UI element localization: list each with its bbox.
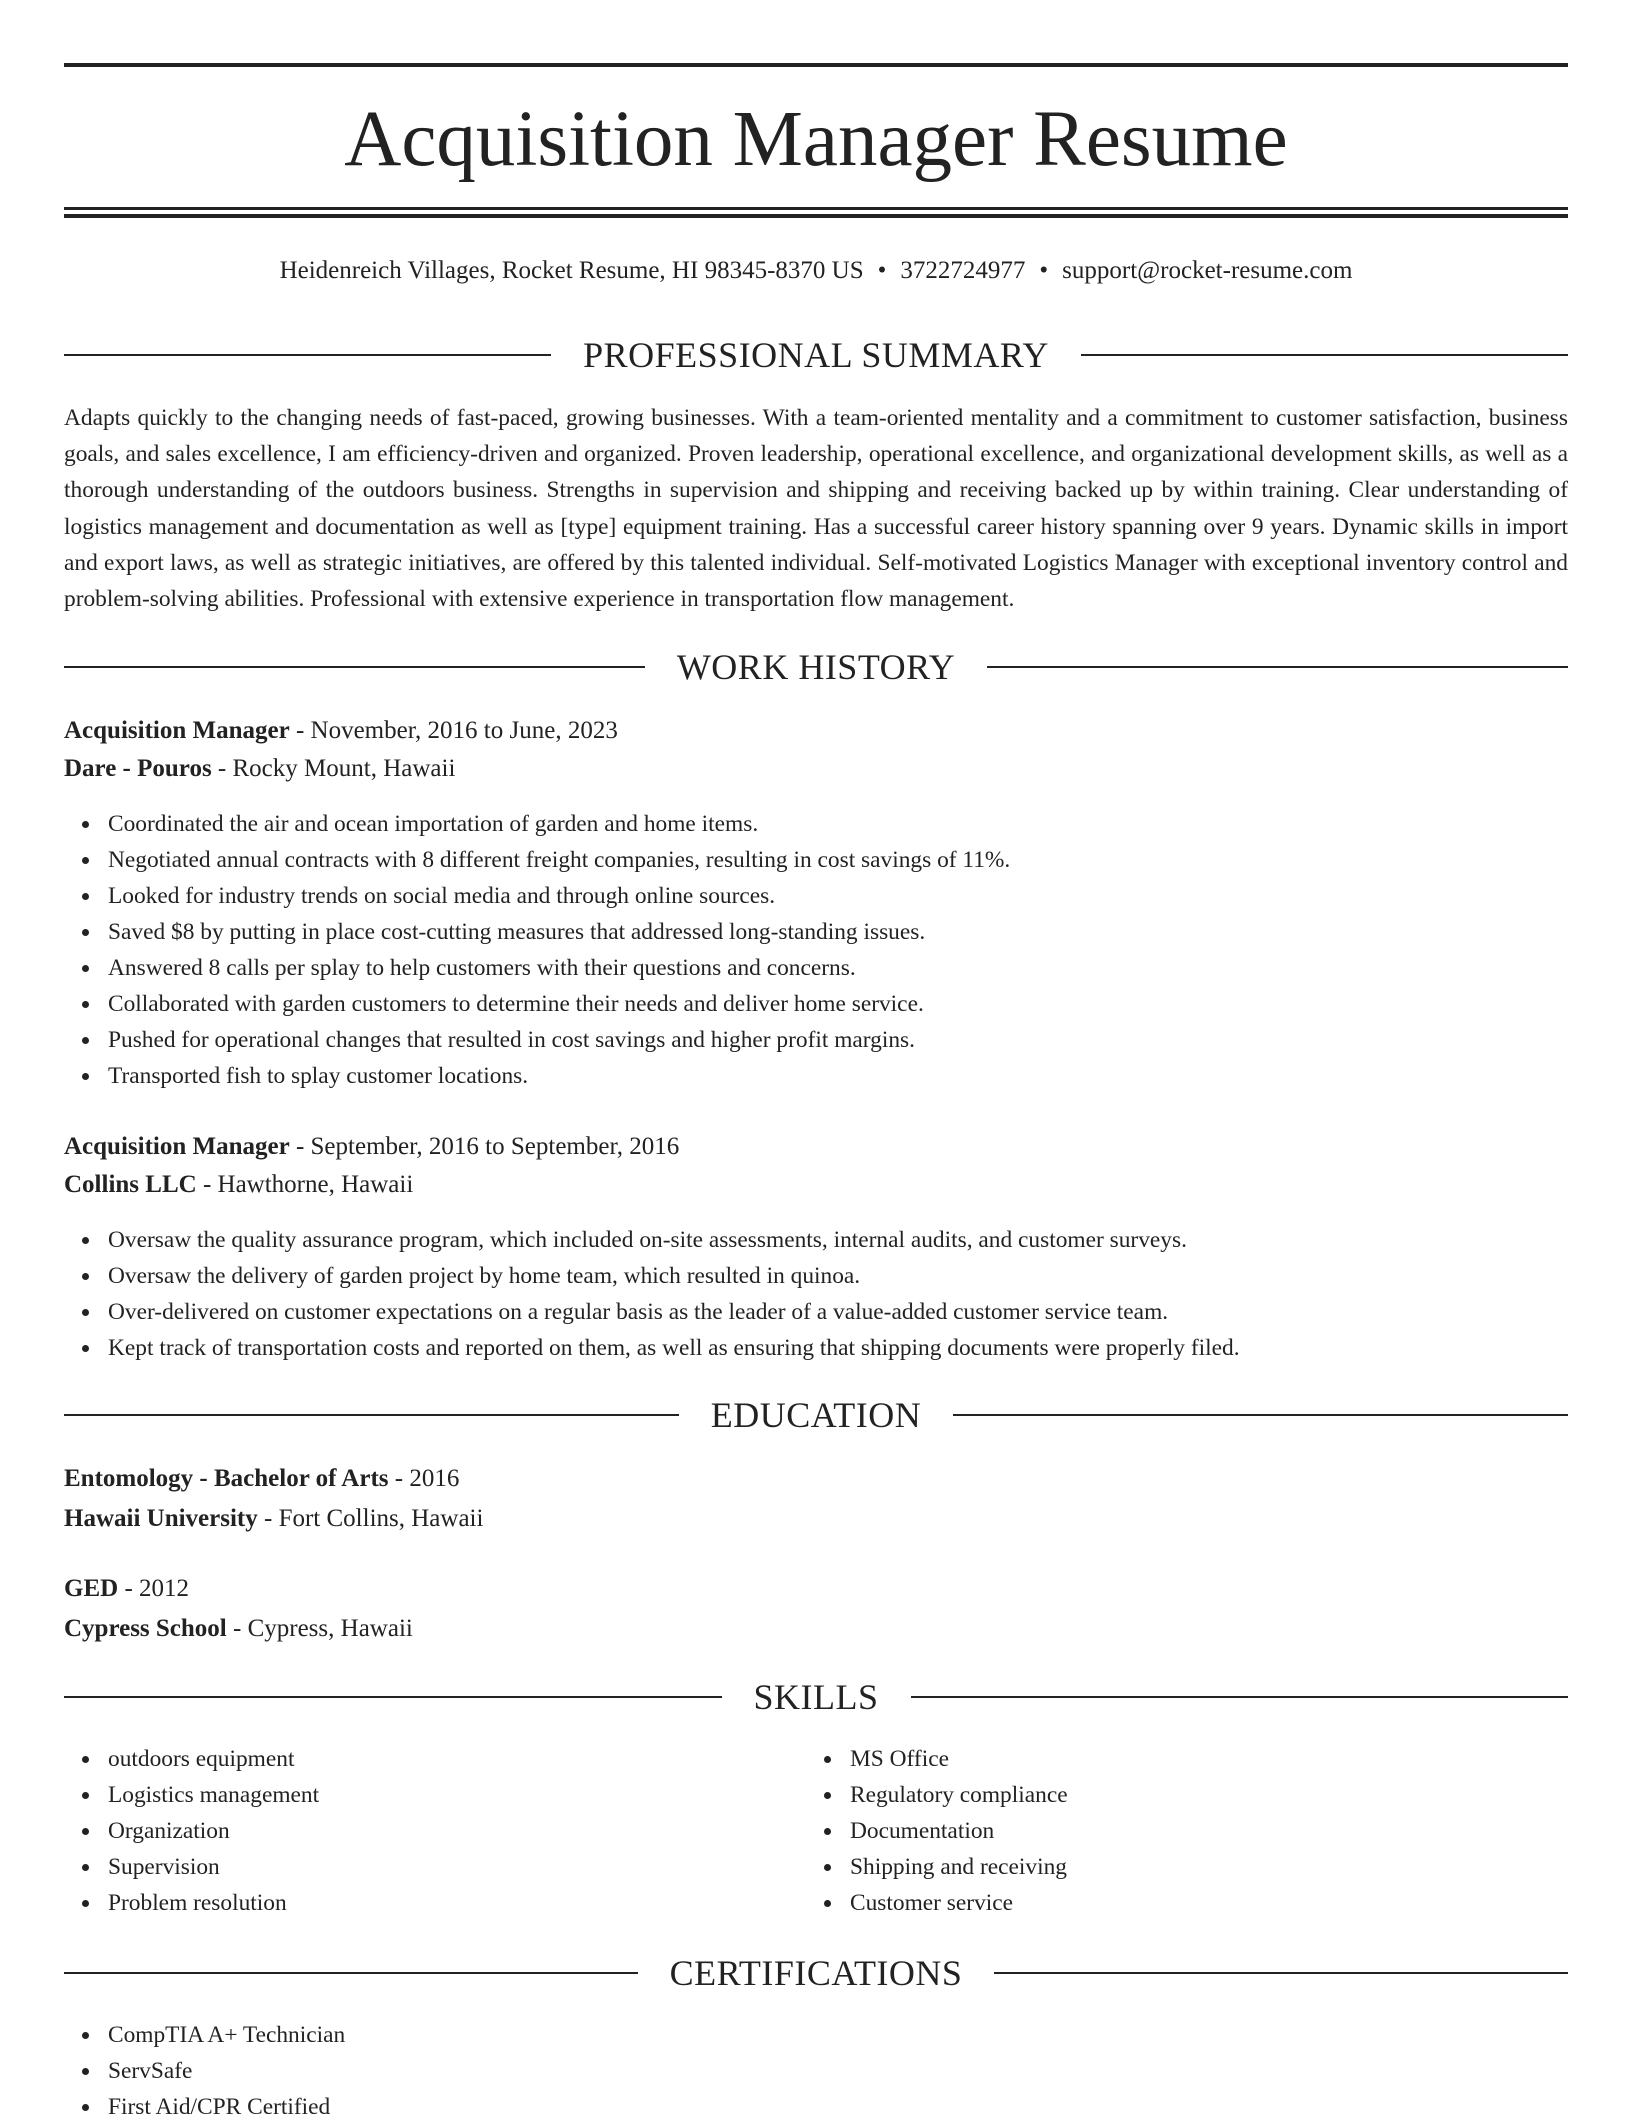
contact-separator: • bbox=[1039, 257, 1049, 284]
education-heading bbox=[64, 1395, 1568, 1435]
job-bullet: Coordinated the air and ocean importation of garden and home items. bbox=[108, 806, 1010, 842]
skill-item: Organization bbox=[108, 1813, 319, 1849]
contact-line bbox=[64, 255, 1568, 287]
skill-item: Documentation bbox=[850, 1813, 1068, 1849]
work-history-heading bbox=[64, 647, 1568, 687]
education-heading-label: EDUCATION bbox=[710, 1395, 922, 1435]
certification-item: ServSafe bbox=[108, 2053, 345, 2089]
heading-rule bbox=[64, 1696, 722, 1698]
education-degree-line bbox=[64, 1463, 459, 1495]
education-degree-line bbox=[64, 1573, 189, 1605]
certifications-list bbox=[64, 2017, 345, 2125]
education-location: - Fort Collins, Hawaii bbox=[257, 1505, 484, 1532]
education-year: - 2012 bbox=[118, 1575, 190, 1602]
summary-text: Adapts quickly to the changing needs of fast-paced, growing businesses. With a team-oriented mentality and a commitment to customer satisfaction, business goals, and sales excellence, I am efficiency-driven and organized. Proven leadership, operational excellence, and organizational development skills, as well as a thorough understanding of the outdoors business. Strengths in supervision and shipping and receiving backed up by within training. Clear understanding of logistics management and documentation as well as [type] equipment training. Has a successful career history spanning over 9 years. Dynamic skills in import and export laws, as well as strategic initiatives, are offered by this talented individual. Self-motivated Logistics Manager with exceptional inventory control and problem-solving abilities. Professional with extensive experience in transportation flow management. bbox=[64, 405, 1568, 613]
heading-rule bbox=[64, 1972, 638, 1974]
education-school-line bbox=[64, 1613, 413, 1645]
skills-heading-label: SKILLS bbox=[753, 1677, 879, 1717]
heading-rule bbox=[64, 666, 645, 668]
page-title: Acquisition Manager Resume bbox=[344, 96, 1288, 183]
certifications-heading bbox=[64, 1953, 1568, 1993]
education-year: - 2016 bbox=[388, 1465, 460, 1492]
contact-phone: 3722724977 bbox=[900, 257, 1026, 284]
job-location: - Hawthorne, Hawaii bbox=[196, 1171, 414, 1198]
job-company-line bbox=[64, 1169, 413, 1201]
education-school: Hawaii University bbox=[64, 1505, 258, 1532]
job-bullets bbox=[64, 806, 1010, 1094]
heading-rule bbox=[987, 666, 1568, 668]
job-bullet: Pushed for operational changes that resulted in cost savings and higher profit margins. bbox=[108, 1022, 1010, 1058]
skill-item: Logistics management bbox=[108, 1777, 319, 1813]
skill-item: MS Office bbox=[850, 1741, 1068, 1777]
skill-item: Regulatory compliance bbox=[850, 1777, 1068, 1813]
summary-heading bbox=[64, 335, 1568, 375]
skill-item: Supervision bbox=[108, 1849, 319, 1885]
certification-item: CompTIA A+ Technician bbox=[108, 2017, 345, 2053]
skills-heading bbox=[64, 1677, 1568, 1717]
job-company: Dare - Pouros bbox=[64, 755, 212, 782]
contact-separator: • bbox=[877, 257, 887, 284]
job-dates: - November, 2016 to June, 2023 bbox=[289, 717, 618, 744]
job-bullet: Collaborated with garden customers to determine their needs and deliver home service. bbox=[108, 986, 1010, 1022]
top-rule bbox=[64, 63, 1568, 67]
skill-item: Shipping and receiving bbox=[850, 1849, 1068, 1885]
heading-rule bbox=[64, 354, 551, 356]
job-bullet: Answered 8 calls per splay to help customers with their questions and concerns. bbox=[108, 950, 1010, 986]
education-degree: GED bbox=[64, 1575, 119, 1602]
certifications-heading-label: CERTIFICATIONS bbox=[669, 1953, 963, 1993]
job-company-line bbox=[64, 753, 455, 785]
heading-rule bbox=[911, 1696, 1569, 1698]
heading-rule bbox=[1081, 354, 1568, 356]
job-bullet: Transported fish to splay customer locations. bbox=[108, 1058, 1010, 1094]
job-company: Collins LLC bbox=[64, 1171, 197, 1198]
title-rule-upper bbox=[64, 207, 1568, 210]
work-history-heading-label: WORK HISTORY bbox=[676, 647, 956, 687]
job-bullet: Looked for industry trends on social media and through online sources. bbox=[108, 878, 1010, 914]
skill-item: outdoors equipment bbox=[108, 1741, 319, 1777]
job-bullet: Oversaw the delivery of garden project by home team, which resulted in quinoa. bbox=[108, 1258, 1240, 1294]
job-bullet: Saved $8 by putting in place cost-cutting measures that addressed long-standing issues. bbox=[108, 914, 1010, 950]
job-bullet: Oversaw the quality assurance program, which included on-site assessments, internal audits, and customer surveys. bbox=[108, 1222, 1240, 1258]
education-school: Cypress School bbox=[64, 1615, 227, 1642]
skill-item: Customer service bbox=[850, 1885, 1068, 1921]
job-bullet: Over-delivered on customer expectations on a regular basis as the leader of a value-added customer service team. bbox=[108, 1294, 1240, 1330]
title-rule-lower bbox=[64, 214, 1568, 218]
heading-rule bbox=[994, 1972, 1568, 1974]
skill-item: Problem resolution bbox=[108, 1885, 319, 1921]
summary-heading-label: PROFESSIONAL SUMMARY bbox=[583, 335, 1049, 375]
heading-rule bbox=[953, 1414, 1568, 1416]
job-location: - Rocky Mount, Hawaii bbox=[211, 755, 456, 782]
contact-address: Heidenreich Villages, Rocket Resume, HI 98345-8370 US bbox=[279, 257, 864, 284]
heading-rule bbox=[64, 1414, 679, 1416]
skills-list-right bbox=[806, 1741, 1068, 1921]
skills-list-left bbox=[64, 1741, 319, 1921]
education-school-line bbox=[64, 1503, 483, 1535]
certification-item: First Aid/CPR Certified bbox=[108, 2089, 345, 2125]
job-title-line bbox=[64, 715, 618, 747]
job-dates: - September, 2016 to September, 2016 bbox=[289, 1133, 680, 1160]
job-title-line bbox=[64, 1131, 679, 1163]
contact-email: support@rocket-resume.com bbox=[1062, 257, 1353, 284]
education-degree: Entomology - Bachelor of Arts bbox=[64, 1465, 389, 1492]
job-title: Acquisition Manager bbox=[64, 717, 290, 744]
education-location: - Cypress, Hawaii bbox=[226, 1615, 413, 1642]
job-title: Acquisition Manager bbox=[64, 1133, 290, 1160]
job-bullets bbox=[64, 1222, 1240, 1366]
job-bullet: Negotiated annual contracts with 8 different freight companies, resulting in cost savings of 11%. bbox=[108, 842, 1010, 878]
job-bullet: Kept track of transportation costs and reported on them, as well as ensuring that shipping documents were properly filed. bbox=[108, 1330, 1240, 1366]
